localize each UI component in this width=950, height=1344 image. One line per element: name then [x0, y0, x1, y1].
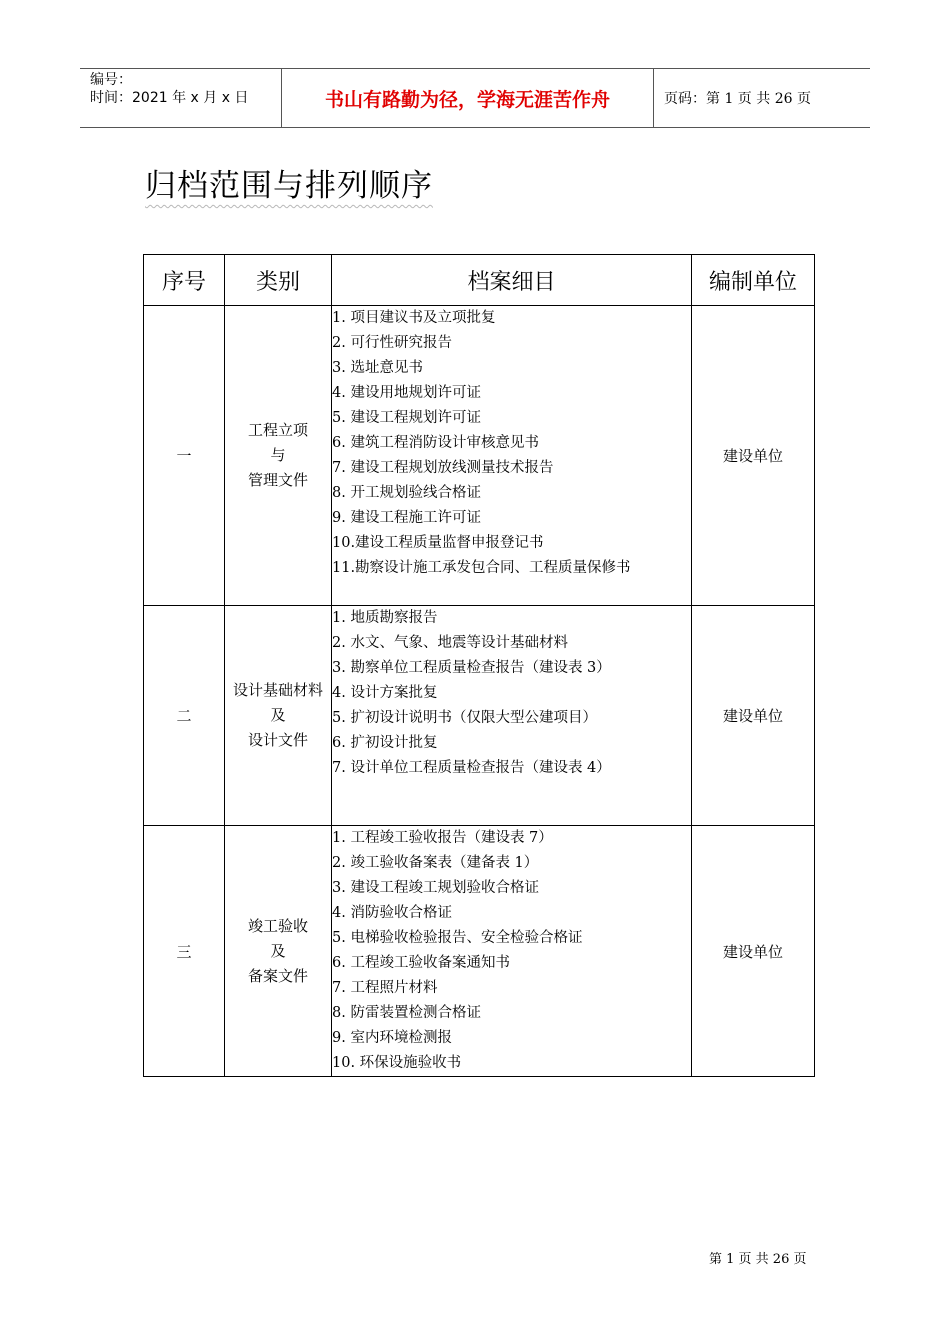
detail-item: 3. 选址意见书: [332, 360, 423, 376]
row-details: [332, 306, 692, 606]
detail-item: 10. 环保设施验收书: [332, 1055, 462, 1071]
detail-item: 6. 扩初设计批复: [332, 735, 438, 751]
header-details: 档案细目: [332, 255, 692, 306]
table-row: [144, 306, 815, 606]
detail-item: 1. 项目建议书及立项批复: [332, 310, 496, 326]
category-line: 设计基础材料: [232, 681, 323, 699]
row-seq: 三: [144, 826, 225, 1077]
header-meta: [80, 69, 282, 127]
detail-item: 4. 设计方案批复: [332, 685, 438, 701]
category-line: 及: [270, 941, 286, 960]
category-line: 管理文件: [247, 471, 308, 489]
table-row: [144, 826, 815, 1077]
page-footer: 第 1 页 共 26 页: [709, 1252, 807, 1267]
number-label: 编号：: [90, 72, 132, 88]
detail-item: 9. 室内环境检测报: [332, 1030, 452, 1046]
detail-item: 4. 消防验收合格证: [332, 905, 452, 921]
header-seq: 序号: [144, 255, 225, 306]
row-category: [225, 306, 332, 606]
detail-item: 9. 建设工程施工许可证: [332, 510, 481, 526]
category-line: 设计文件: [247, 731, 308, 749]
category-line: 与: [270, 446, 286, 464]
category-line: 竣工验收: [247, 916, 308, 935]
detail-item: 11.勘察设计施工承发包合同、工程质量保修书: [332, 560, 631, 576]
detail-item: 2. 可行性研究报告: [332, 335, 452, 351]
table-header-row: [144, 255, 815, 306]
detail-item: 8. 防雷装置检测合格证: [332, 1005, 481, 1021]
detail-item: 1. 地质勘察报告: [332, 610, 438, 626]
document-title: 归档范围与排列顺序: [145, 168, 433, 204]
time-label: 时间：2021 年 x 月 x 日: [90, 90, 249, 106]
detail-item: 7. 建设工程规划放线测量技术报告: [332, 460, 554, 476]
row-category: [225, 826, 332, 1077]
detail-item: 10.建设工程质量监督申报登记书: [332, 535, 544, 551]
page-header: [80, 68, 870, 128]
detail-item: 8. 开工规划验线合格证: [332, 485, 481, 501]
detail-item: 2. 水文、气象、地震等设计基础材料: [332, 635, 568, 651]
row-unit: 建设单位: [692, 606, 815, 826]
header-category: 类别: [225, 255, 332, 306]
detail-item: 3. 建设工程竣工规划验收合格证: [332, 880, 539, 896]
detail-item: 4. 建设用地规划许可证: [332, 385, 481, 401]
detail-item: 6. 工程竣工验收备案通知书: [332, 955, 510, 971]
row-seq: 一: [144, 306, 225, 606]
header-motto: 书山有路勤为径，学海无涯苦作舟: [282, 69, 654, 127]
detail-item: 1. 工程竣工验收报告（建设表 7）: [332, 830, 553, 846]
category-line: 及: [270, 706, 286, 724]
detail-item: 6. 建筑工程消防设计审核意见书: [332, 435, 539, 451]
row-seq: 二: [144, 606, 225, 826]
row-category: [225, 606, 332, 826]
row-details: [332, 606, 692, 826]
header-unit: 编制单位: [692, 255, 815, 306]
detail-item: 7. 设计单位工程质量检查报告（建设表 4）: [332, 760, 611, 776]
table-row: [144, 606, 815, 826]
category-line: 工程立项: [247, 421, 308, 439]
category-line: 备案文件: [247, 966, 308, 985]
detail-item: 5. 建设工程规划许可证: [332, 410, 481, 426]
table-body: [144, 306, 815, 1077]
row-unit: 建设单位: [692, 306, 815, 606]
row-unit: 建设单位: [692, 826, 815, 1077]
detail-item: 2. 竣工验收备案表（建备表 1）: [332, 855, 539, 871]
detail-item: 5. 扩初设计说明书（仅限大型公建项目）: [332, 710, 597, 726]
detail-item: 5. 电梯验收检验报告、安全检验合格证: [332, 930, 583, 946]
row-details: [332, 826, 692, 1077]
detail-item: 3. 勘察单位工程质量检查报告（建设表 3）: [332, 660, 611, 676]
detail-item: 7. 工程照片材料: [332, 980, 438, 996]
header-page-number: 页码：第 1 页 共 26 页: [664, 91, 811, 107]
archive-table: [143, 254, 815, 1077]
